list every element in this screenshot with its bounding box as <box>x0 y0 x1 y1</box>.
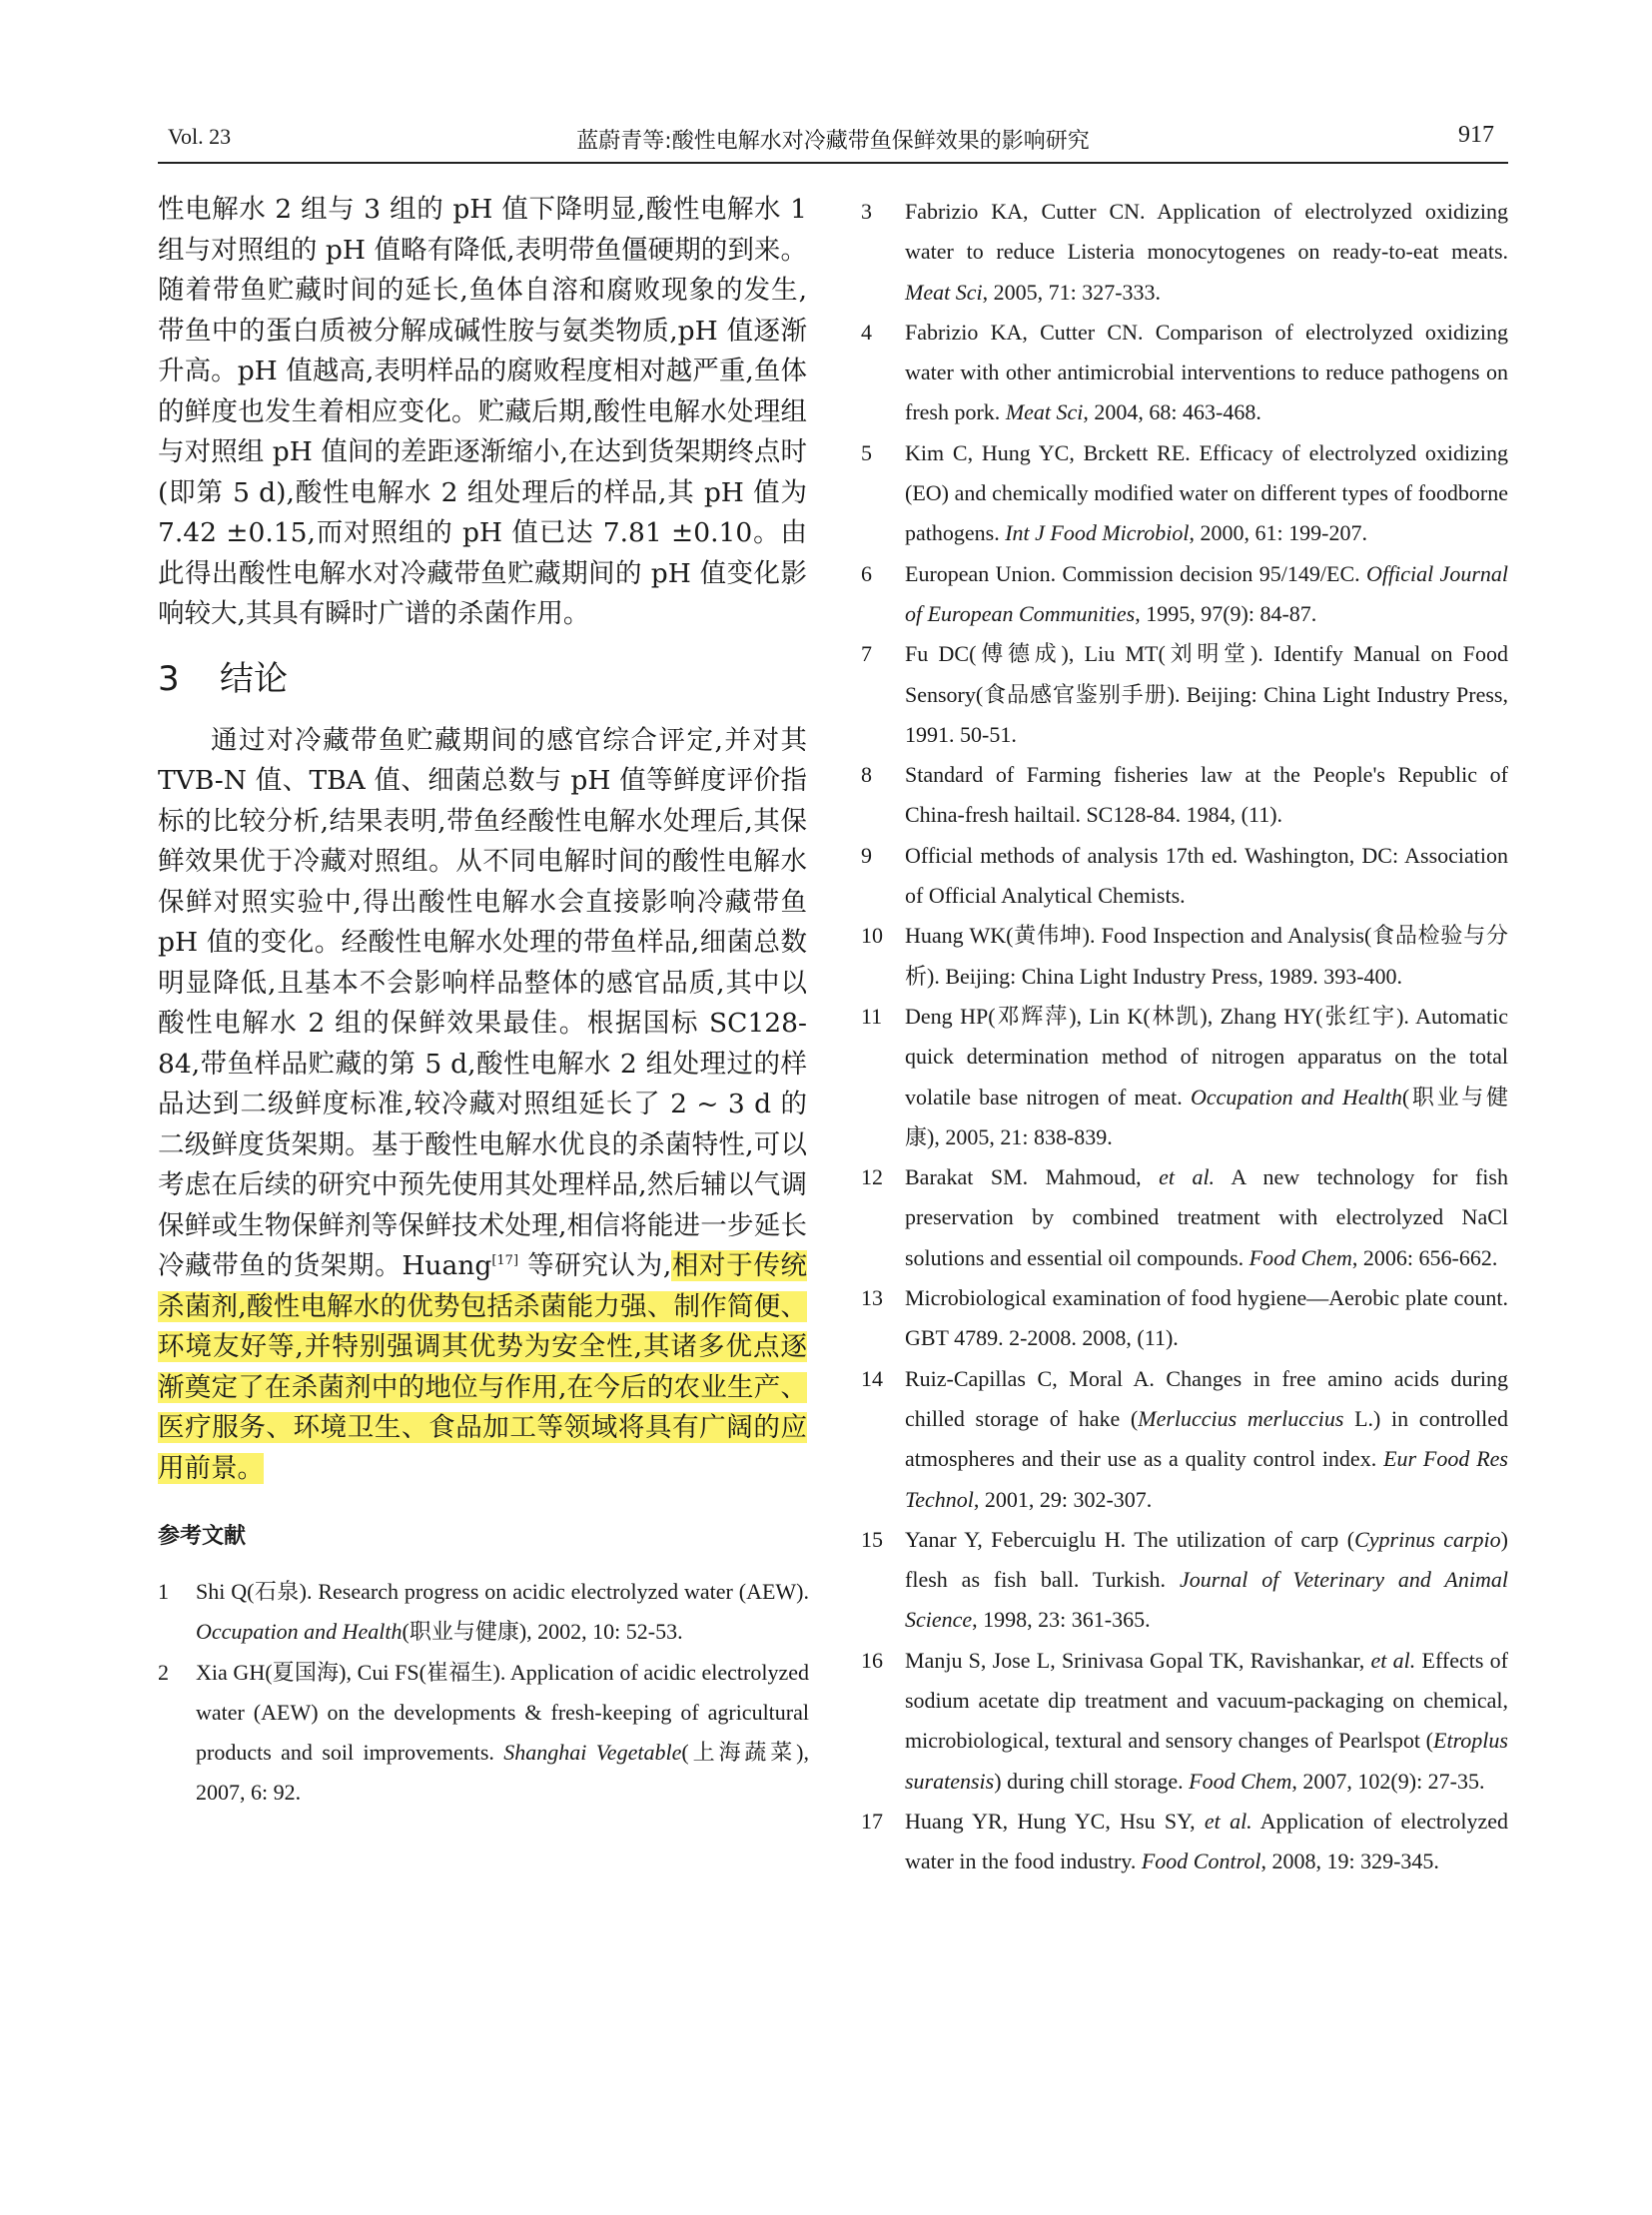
running-header <box>158 118 1508 164</box>
reference-number: 13 <box>861 1285 883 1311</box>
reference-italic: Int J Food Microbiol <box>1005 520 1190 546</box>
reference-segment: Microbiological examination of food hygiene—Aerobic plate count. GBT 4789. 2-2008. 2008, (11). <box>905 1285 1508 1351</box>
left-column <box>158 190 810 1814</box>
reference-item <box>861 634 1508 755</box>
reference-segment: Effects of sodium acetate dip treatment and vacuum-packaging on chemical, microbiological, textural and sensory changes of Pearlspot ( <box>905 1647 1508 1754</box>
reference-text <box>905 1641 1508 1802</box>
reference-text <box>905 192 1508 313</box>
reference-number: 15 <box>861 1526 883 1552</box>
reference-segment: L.) in controlled atmospheres and their use as a quality control index. <box>905 1405 1508 1472</box>
reference-segment: , 2000, 61: 199-207. <box>1189 520 1367 546</box>
reference-segment: Deng HP(邓辉萍), Lin K(林凯), Zhang HY(张红宇). Automatic quick determination method of nitrogen apparatus on the total volatile base nitrogen of meat. <box>905 1003 1508 1109</box>
reference-italic: Food Chem <box>1248 1244 1352 1270</box>
reference-item <box>861 1278 1508 1359</box>
reference-number: 2 <box>158 1659 169 1685</box>
reference-segment: Yanar Y, Febercuiglu H. The utilization of carp ( <box>905 1526 1355 1552</box>
reference-item <box>861 433 1508 554</box>
reference-segment: Application of electrolyzed water in the food industry. <box>905 1808 1508 1874</box>
reference-item <box>861 192 1508 313</box>
section-heading <box>158 657 807 701</box>
reference-item <box>158 1572 809 1653</box>
reference-segment: , 2005, 71: 327-333. <box>982 279 1162 305</box>
reference-segment: , 2006: 656-662. <box>1351 1244 1498 1270</box>
reference-number: 8 <box>861 762 872 788</box>
reference-italic: Journal of Veterinary and Animal Science <box>905 1567 1508 1633</box>
reference-segment: , 2007, 102(9): 27-35. <box>1291 1768 1485 1794</box>
reference-text <box>905 916 1508 997</box>
reference-text <box>905 1520 1508 1641</box>
reference-segment: (职业与健康), 2002, 10: 52-53. <box>402 1619 683 1645</box>
highlighted-text: 相对于传统杀菌剂,酸性电解水的优势包括杀菌能力强、制作简便、环境友好等,并特别强调其优势为安全性,其诸多优点逐渐奠定了在杀菌剂中的地位与作用,在今后的农业生产、医疗服务、环境卫生、食品加工等领域将具有广阔的应用前景。 <box>158 1250 808 1484</box>
reference-segment: Xia GH(夏国海), Cui FS(崔福生). Application of acidic electrolyzed water (AEW) on the developments & fresh-keeping of agricultural products and soil improvements. <box>196 1659 809 1766</box>
reference-item <box>861 554 1508 635</box>
reference-text <box>905 755 1508 836</box>
reference-italic: et al. <box>1370 1647 1416 1673</box>
reference-segment: Barakat SM. Mahmoud, <box>905 1164 1160 1190</box>
references-list-right <box>861 192 1508 1881</box>
reference-segment: Manju S, Jose L, Srinivasa Gopal TK, Ravishankar, <box>905 1647 1371 1673</box>
reference-item <box>158 1653 809 1814</box>
reference-item <box>861 1802 1508 1882</box>
reference-segment: ) during chill storage. <box>994 1768 1190 1794</box>
reference-segment: Official methods of analysis 17th ed. Washington, DC: Association of Official Analytical Chemists. <box>905 842 1508 909</box>
reference-segment: , 2008, 19: 329-345. <box>1260 1848 1439 1874</box>
reference-text <box>905 1157 1508 1278</box>
reference-number: 12 <box>861 1164 883 1190</box>
reference-text <box>905 634 1508 755</box>
reference-segment: Fu DC(傅德成), Liu MT(刘明堂). Identify Manual on Food Sensory(食品感官鉴别手册). Beijing: China Light Industry Press, 1991. 50-51. <box>905 641 1508 747</box>
reference-segment: , 2001, 29: 302-307. <box>973 1486 1153 1512</box>
reference-item <box>861 1157 1508 1278</box>
reference-segment: Fabrizio KA, Cutter CN. Comparison of electrolyzed oxidizing water with other antimicrobial interventions to reduce pathogens on fresh pork. <box>905 319 1508 425</box>
reference-number: 17 <box>861 1808 883 1834</box>
page-number: 917 <box>1458 122 1494 148</box>
reference-segment: A new technology for fish preservation by combined treatment with electrolyzed NaCl solutions and essential oil compounds. <box>905 1164 1508 1270</box>
reference-italic: Food Control <box>1141 1848 1261 1874</box>
reference-number: 16 <box>861 1647 883 1673</box>
section-title: 结论 <box>220 658 288 699</box>
reference-item <box>861 836 1508 917</box>
reference-text <box>196 1653 809 1814</box>
reference-italic: Meat Sci <box>1005 399 1084 425</box>
section-number: 3 <box>158 658 180 699</box>
conclusion-text-cont: 等研究认为, <box>518 1250 672 1281</box>
reference-segment: Huang WK(黄伟坤). Food Inspection and Analysis(食品检验与分析). Beijing: China Light Industry Press, 1989. 393-400. <box>905 923 1508 989</box>
reference-italic: et al. <box>1204 1808 1252 1834</box>
reference-segment: , 1995, 97(9): 84-87. <box>1135 600 1317 626</box>
conclusion-text: 通过对冷藏带鱼贮藏期间的感官综合评定,并对其 TVB-N 值、TBA 值、细菌总数与 pH 值等鲜度评价指标的比较分析,结果表明,带鱼经酸性电解水处理后,其保鲜效果优于冷藏对照组。从不同电解时间的酸性电解水保鲜对照实验中,得出酸性电解水会直接影响冷藏带鱼 pH 值的变化。经酸性电解水处理的带鱼样品,细菌总数明显降低,且基本不会影响样品整体的感官品质,其中以酸性电解水 2 组的保鲜效果最佳。根据国标 SC128-84,带鱼样品贮藏的第 5 d,酸性电解水 2 组处理过的样品达到二级鲜度标准,较冷藏对照组延长了 2 ~ 3 d 的二级鲜度货架期。基于酸性电解水优良的杀菌特性,可以考虑在后续的研究中预先使用其处理样品,然后辅以气调保鲜或生物保鲜剂等保鲜技术处理,相信将能进一步延长冷藏带鱼的货架期。Huang <box>158 724 807 1281</box>
reference-segment: , 1998, 23: 361-365. <box>972 1607 1151 1633</box>
conclusion-paragraph <box>158 721 807 1490</box>
reference-italic: Meat Sci <box>905 279 983 305</box>
reference-italic: Eur Food Res Technol <box>905 1446 1508 1512</box>
reference-number: 5 <box>861 439 872 465</box>
references-list-left <box>158 1572 810 1814</box>
reference-item <box>861 916 1508 997</box>
reference-item <box>861 1641 1508 1802</box>
reference-italic: Shanghai Vegetable <box>503 1740 682 1766</box>
reference-italic: Etroplus suratensis <box>905 1728 1508 1794</box>
reference-text <box>196 1572 809 1653</box>
reference-item <box>861 755 1508 836</box>
reference-italic: Food Chem <box>1189 1768 1292 1794</box>
reference-item <box>861 1520 1508 1641</box>
reference-italic: Occupation and Health <box>196 1619 403 1645</box>
reference-segment: Kim C, Hung YC, Brckett RE. Efficacy of electrolyzed oxidizing (EO) and chemically modified water on different types of foodborne pathogens. <box>905 439 1508 546</box>
reference-number: 14 <box>861 1365 883 1391</box>
reference-text <box>905 836 1508 917</box>
reference-item <box>861 997 1508 1157</box>
reference-number: 1 <box>158 1579 169 1604</box>
reference-segment: , 2004, 68: 463-468. <box>1083 399 1261 425</box>
reference-text <box>905 433 1508 554</box>
reference-text <box>905 997 1508 1157</box>
reference-number: 9 <box>861 842 872 868</box>
reference-segment: Shi Q(石泉). Research progress on acidic electrolyzed water (AEW). <box>196 1579 809 1604</box>
references-heading: 参考文献 <box>158 1524 247 1549</box>
reference-segment: Huang YR, Hung YC, Hsu SY, <box>905 1808 1205 1834</box>
citation-superscript[interactable]: [17] <box>491 1253 519 1269</box>
reference-number: 3 <box>861 199 872 224</box>
reference-number: 11 <box>861 1003 883 1029</box>
reference-item <box>861 313 1508 433</box>
reference-number: 4 <box>861 319 872 345</box>
reference-segment: European Union. Commission decision 95/149/EC. <box>905 560 1366 586</box>
reference-text <box>905 554 1508 635</box>
reference-text <box>905 1802 1508 1882</box>
reference-segment: Fabrizio KA, Cutter CN. Application of electrolyzed oxidizing water to reduce Listeria monocytogenes on ready-to-eat meats. <box>905 199 1508 265</box>
reference-italic: Official Journal of European Communities <box>905 560 1508 626</box>
volume-label: Vol. 23 <box>168 124 232 149</box>
reference-item <box>861 1359 1508 1520</box>
running-title: 蓝蔚青等:酸性电解水对冷藏带鱼保鲜效果的影响研究 <box>576 129 1090 154</box>
reference-italic: Occupation and Health <box>1190 1084 1402 1109</box>
reference-text <box>905 1278 1508 1359</box>
reference-text <box>905 313 1508 433</box>
reference-segment: (上海蔬菜), 2007, 6: 92. <box>196 1740 810 1806</box>
reference-italic: Cyprinus carpio <box>1354 1526 1501 1552</box>
reference-number: 6 <box>861 560 872 586</box>
reference-segment: Ruiz-Capillas C, Moral A. Changes in free amino acids during chilled storage of hake ( <box>905 1365 1508 1431</box>
reference-italic: et al. <box>1159 1164 1216 1190</box>
reference-number: 7 <box>861 641 872 667</box>
reference-text <box>905 1359 1508 1520</box>
reference-italic: Merluccius merluccius <box>1138 1405 1344 1431</box>
reference-segment: (职业与健康), 2005, 21: 838-839. <box>905 1084 1508 1149</box>
reference-segment: ) flesh as fish ball. Turkish. <box>905 1526 1508 1593</box>
reference-number: 10 <box>861 923 883 949</box>
continued-paragraph: 性电解水 2 组与 3 组的 pH 值下降明显,酸性电解水 1 组与对照组的 pH 值略有降低,表明带鱼僵硬期的到来。随着带鱼贮藏时间的延长,鱼体自溶和腐败现象的发生,带鱼中的蛋白质被分解成碱性胺与氨类物质,pH 值逐渐升高。pH 值越高,表明样品的腐败程度相对越严重,鱼体的鲜度也发生着相应变化。贮藏后期,酸性电解水处理组与对照组 pH 值间的差距逐渐缩小,在达到货架期终点时(即第 5 d),酸性电解水 2 组处理后的样品,其 pH 值为 7.42 ±0.15,而对照组的 pH 值已达 7.81 ±0.10。由此得出酸性电解水对冷藏带鱼贮藏期间的 pH 值变化影响较大,其具有瞬时广谱的杀菌作用。 <box>158 194 807 629</box>
reference-segment: Standard of Farming fisheries law at the People's Republic of China-fresh hailtail. SC128-84. 1984, (11). <box>905 762 1508 828</box>
